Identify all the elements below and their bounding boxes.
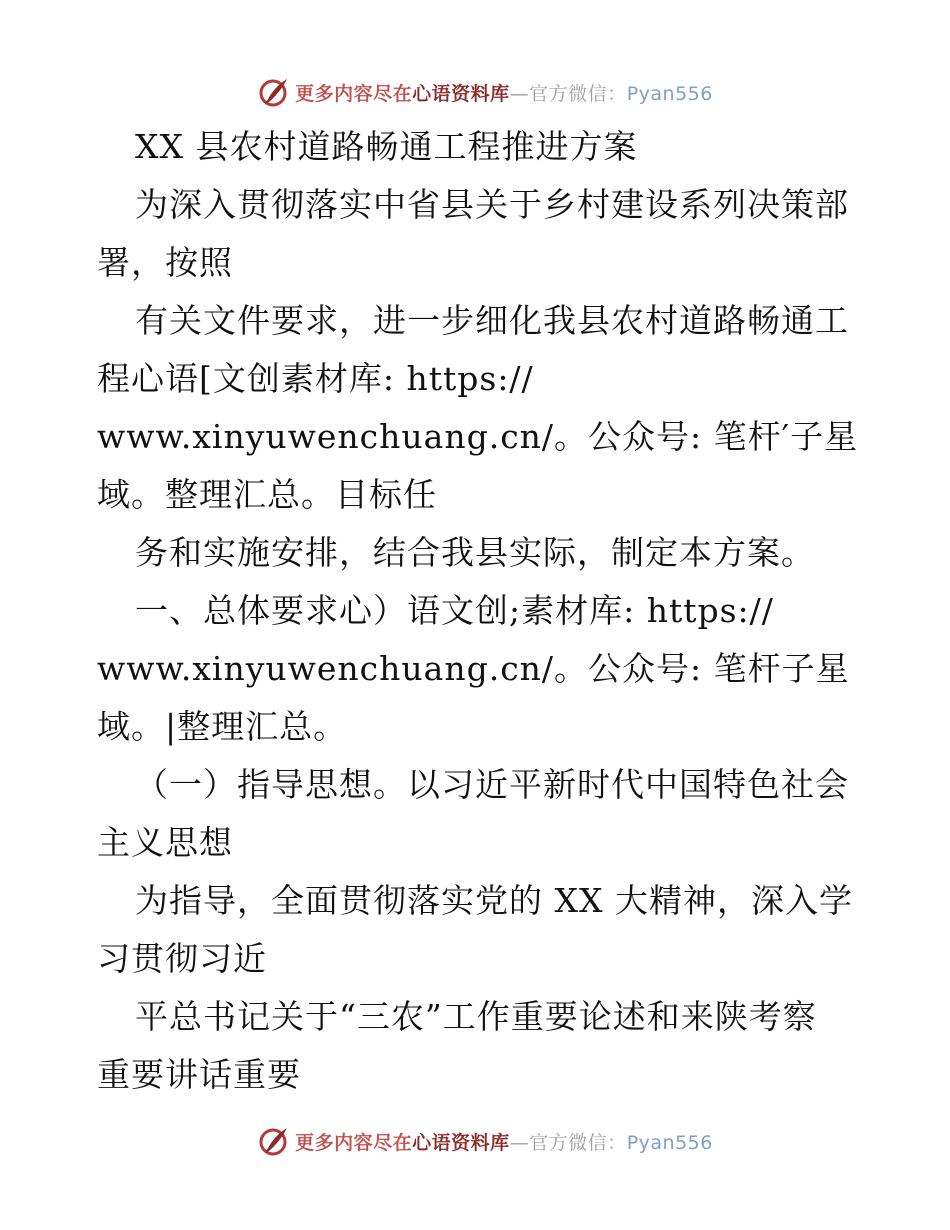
- top-banner-inner: [257, 75, 713, 109]
- paragraph-line: 域。|整理汇总。: [97, 707, 348, 746]
- paragraph-line: 为指导，全面贯彻落实党的 XX 大精神，深入学: [135, 881, 853, 920]
- quill-pen-logo-icon: [257, 75, 291, 109]
- banner-wechat-id: Pyan556: [626, 82, 713, 105]
- subsection-heading: （一）指导思想。以习近平新时代中国特色社会: [135, 765, 849, 804]
- paragraph-line: 平总书记关于“三农”工作重要论述和来陕考察: [135, 997, 817, 1036]
- banner-dash: —: [509, 82, 530, 105]
- banner-library-name: 心语资料库: [412, 1131, 510, 1154]
- top-banner-text: [295, 79, 713, 106]
- top-banner: [0, 72, 950, 112]
- paragraph-line: 习贯彻习近: [97, 939, 267, 978]
- paragraph-line: 程心语[文创素材库: https://: [97, 359, 534, 398]
- paragraph-line: 务和实施安排，结合我县实际，制定本方案。: [135, 533, 815, 572]
- banner-dash: —: [509, 1131, 530, 1154]
- paragraph-line: 域。整理汇总。目标任: [97, 475, 437, 514]
- paragraph-line: 重要讲话重要: [97, 1055, 301, 1094]
- banner-wechat-id: Pyan556: [626, 1131, 713, 1154]
- paragraph-line: 为深入贯彻落实中省县关于乡村建设系列决策部: [135, 185, 849, 224]
- document-body: [97, 118, 867, 1104]
- bottom-banner-inner: [257, 1124, 713, 1158]
- banner-more-content: 更多内容尽在: [295, 1131, 413, 1154]
- paragraph-line: www.xinyuwenchuang.cn/。公众号: 笔杆′子星: [97, 417, 859, 456]
- paragraph-line: 有关文件要求，进一步细化我县农村道路畅通工: [135, 301, 849, 340]
- banner-more-content: 更多内容尽在: [295, 82, 413, 105]
- paragraph-line: www.xinyuwenchuang.cn/。公众号: 笔杆子星: [97, 649, 850, 688]
- banner-wechat-label: 官方微信：: [529, 82, 627, 105]
- paragraph-line: 主义思想: [97, 823, 233, 862]
- bottom-banner: [0, 1121, 950, 1161]
- banner-wechat-label: 官方微信：: [529, 1131, 627, 1154]
- bottom-banner-text: [295, 1128, 713, 1155]
- banner-library-name: 心语资料库: [412, 82, 510, 105]
- document-title: XX 县农村道路畅通工程推进方案: [135, 127, 638, 166]
- quill-pen-logo-icon: [257, 1124, 291, 1158]
- section-heading: 一、总体要求心）语文创;素材库: https://: [135, 591, 774, 630]
- paragraph-line: 署，按照: [97, 243, 233, 282]
